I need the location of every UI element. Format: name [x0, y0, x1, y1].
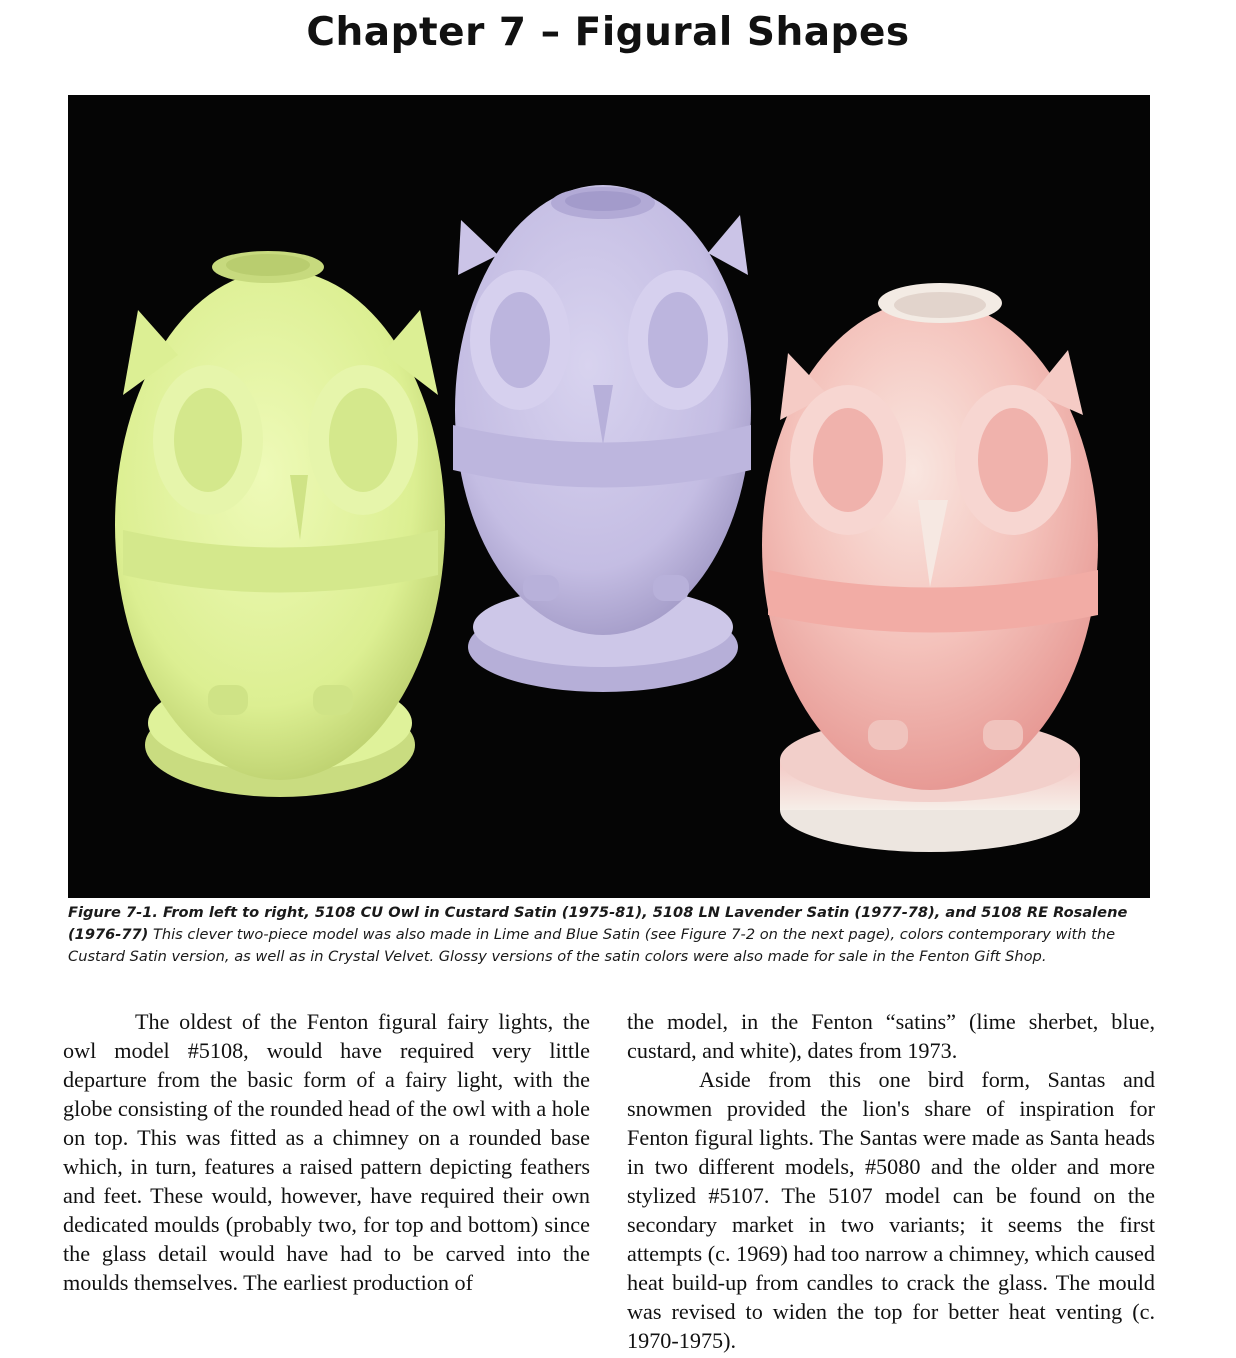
caption-bold-text: Figure 7-1. From left to right, 5108 CU Owl in Custard Satin (1975-81), 5108 LN Lavender Satin (1977-78), and 5108 RE Rosalene (1976-77) [68, 904, 1128, 943]
body-column-right [627, 1007, 1155, 1355]
paragraph-satins: the model, in the Fenton “satins” (lime sherbet, blue, custard, and white), dates from 1973. [627, 1009, 1155, 1063]
figure-caption [68, 902, 1158, 967]
body-column-left [63, 1007, 590, 1297]
lavender-owl [453, 185, 751, 692]
caption-text: This clever two-piece model was also made in Lime and Blue Satin (see Figure 7-2 on the next page), colors contemporary with the Custard Satin version, as well as in Crystal Velvet. Glossy versions of the satin colors were also made for sale in the Fenton Gift Shop. [68, 925, 1116, 965]
paragraph-owl-model: The oldest of the Fenton figural fairy lights, the owl model #5108, would have required very little departure from the basic form of a fairy light, with the globe consisting of the rounded head of the owl with a hole on top. This was fitted as a chimney on a rounded base which, in turn, features a raised pattern depicting feathers and feet. These would, however, have required their own dedicated moulds (probably two, for top and bottom) since the glass detail would have had to be carved into the moulds themselves. The earliest production of [63, 1009, 590, 1295]
paragraph-santas: Aside from this one bird form, Santas and snowmen provided the lion's share of inspiration for Fenton figural lights. The Santas were made as Santa heads in two different models, #5080 and the older and more stylized #5107. The 5107 model can be found on the secondary market in two variants; it seems the first attempts (c. 1969) had too narrow a chimney, which caused heat build-up from candles to crack the glass. The mould was revised to widen the top for better heat venting (c. 1970-1975). [627, 1067, 1155, 1353]
chapter-title: Chapter 7 – Figural Shapes [306, 10, 910, 55]
figure-photo [68, 95, 1150, 898]
